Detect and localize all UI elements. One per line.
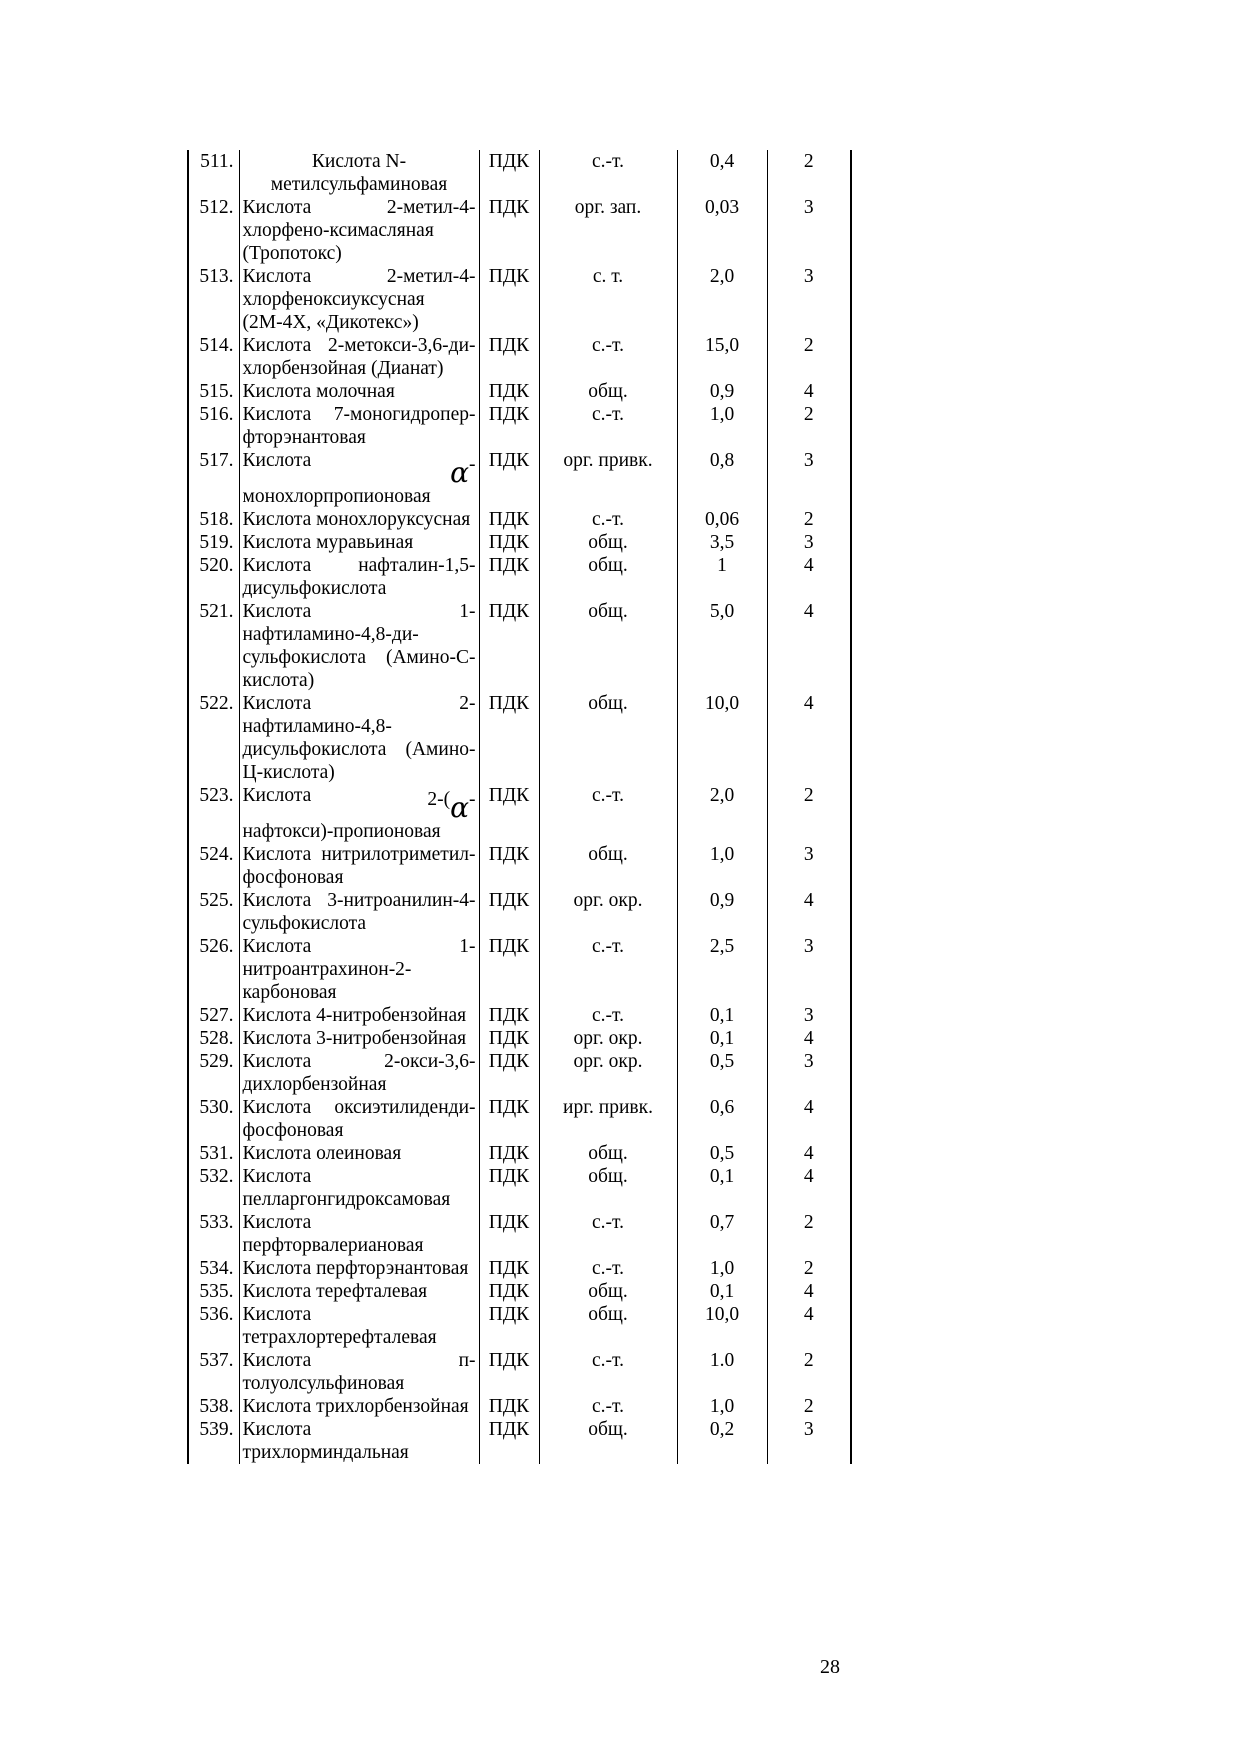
limit-value: 0,03 (677, 196, 767, 265)
limit-value: 10,0 (677, 692, 767, 784)
hazard-indicator: общ. (539, 531, 677, 554)
limit-value: 0,7 (677, 1211, 767, 1257)
hazard-class: 2 (767, 150, 851, 196)
substance-name: Кислота 2-метил-4-хлорфеноксиуксусная (2М-4Х, «Дикотекс») (239, 265, 479, 334)
substances-table (187, 150, 852, 1464)
hazard-indicator: орг. зап. (539, 196, 677, 265)
limit-value: 1.0 (677, 1349, 767, 1395)
table-row (188, 531, 851, 554)
limit-value: 0,8 (677, 449, 767, 508)
row-number: 520. (188, 554, 239, 600)
hazard-indicator: с.-т. (539, 1004, 677, 1027)
hazard-class: 4 (767, 889, 851, 935)
substance-name: Кислота 2-окси-3,6-дихлорбензойная (239, 1050, 479, 1096)
substance-name: Кислота терефталевая (239, 1280, 479, 1303)
limit-value: 1,0 (677, 1257, 767, 1280)
limit-type: ПДК (479, 554, 539, 600)
hazard-class: 3 (767, 843, 851, 889)
name-prefix: Кислота (242, 450, 312, 471)
limit-type: ПДК (479, 1027, 539, 1050)
substance-name: Кислота 2-нафтиламино-4,8-дисульфокислота (Амино-Ц-кислота) (239, 692, 479, 784)
row-number: 521. (188, 600, 239, 692)
hazard-indicator: орг. окр. (539, 889, 677, 935)
hazard-class: 3 (767, 1418, 851, 1464)
limit-type: ПДК (479, 1165, 539, 1211)
hazard-indicator: с. т. (539, 265, 677, 334)
hazard-class: 2 (767, 1211, 851, 1257)
table-row (188, 889, 851, 935)
table-row (188, 935, 851, 1004)
limit-value: 1,0 (677, 1395, 767, 1418)
alpha-symbol: α (450, 791, 469, 824)
hazard-class: 4 (767, 600, 851, 692)
hazard-indicator: с.-т. (539, 508, 677, 531)
limit-type: ПДК (479, 1142, 539, 1165)
substance-name: Кислота нафталин-1,5-дисульфокислота (239, 554, 479, 600)
substance-name: Кислота 3-нитроанилин-4-сульфокислота (239, 889, 479, 935)
hazard-class: 4 (767, 1142, 851, 1165)
limit-value: 10,0 (677, 1303, 767, 1349)
row-number: 529. (188, 1050, 239, 1096)
hazard-indicator: общ. (539, 1280, 677, 1303)
hazard-indicator: общ. (539, 600, 677, 692)
hazard-indicator: общ. (539, 1303, 677, 1349)
hazard-class: 4 (767, 1027, 851, 1050)
limit-value: 0,4 (677, 150, 767, 196)
row-number: 535. (188, 1280, 239, 1303)
substance-name: Кислота N-метилсульфаминовая (239, 150, 479, 196)
substance-name: Кислота тетрахлортерефталевая (239, 1303, 479, 1349)
hazard-indicator: с.-т. (539, 784, 677, 843)
limit-value: 0,2 (677, 1418, 767, 1464)
limit-type: ПДК (479, 1004, 539, 1027)
row-number: 539. (188, 1418, 239, 1464)
limit-value: 5,0 (677, 600, 767, 692)
substance-name (239, 784, 479, 843)
limit-type: ПДК (479, 403, 539, 449)
hazard-indicator: с.-т. (539, 935, 677, 1004)
limit-value: 0,1 (677, 1280, 767, 1303)
row-number: 527. (188, 1004, 239, 1027)
row-number: 511. (188, 150, 239, 196)
limit-value: 0,5 (677, 1142, 767, 1165)
limit-value: 0,9 (677, 889, 767, 935)
substance-name: Кислота оксиэтилиденди-фосфоновая (239, 1096, 479, 1142)
table-row (188, 334, 851, 380)
hazard-indicator: общ. (539, 692, 677, 784)
limit-type: ПДК (479, 508, 539, 531)
hazard-indicator: общ. (539, 380, 677, 403)
hazard-class: 3 (767, 1050, 851, 1096)
limit-type: ПДК (479, 1349, 539, 1395)
table-row (188, 784, 851, 843)
row-number: 512. (188, 196, 239, 265)
limit-value: 0,5 (677, 1050, 767, 1096)
row-number: 531. (188, 1142, 239, 1165)
limit-value: 1,0 (677, 403, 767, 449)
limit-type: ПДК (479, 380, 539, 403)
limit-value: 3,5 (677, 531, 767, 554)
hazard-indicator: общ. (539, 1165, 677, 1211)
substance-name: Кислота олеиновая (239, 1142, 479, 1165)
table-row (188, 1303, 851, 1349)
row-number: 519. (188, 531, 239, 554)
limit-value: 0,6 (677, 1096, 767, 1142)
row-number: 533. (188, 1211, 239, 1257)
hazard-indicator: с.-т. (539, 150, 677, 196)
substance-name: Кислота молочная (239, 380, 479, 403)
table-row (188, 1211, 851, 1257)
hazard-class: 2 (767, 1395, 851, 1418)
hazard-class: 4 (767, 554, 851, 600)
hazard-class: 3 (767, 1004, 851, 1027)
hazard-indicator: с.-т. (539, 334, 677, 380)
row-number: 528. (188, 1027, 239, 1050)
limit-type: ПДК (479, 843, 539, 889)
row-number: 536. (188, 1303, 239, 1349)
hazard-class: 3 (767, 935, 851, 1004)
limit-type: ПДК (479, 935, 539, 1004)
row-number: 525. (188, 889, 239, 935)
row-number: 526. (188, 935, 239, 1004)
hazard-class: 4 (767, 1096, 851, 1142)
limit-type: ПДК (479, 334, 539, 380)
name-dash: - (469, 789, 476, 810)
table-row (188, 449, 851, 508)
limit-type: ПДК (479, 1418, 539, 1464)
limit-type: ПДК (479, 1050, 539, 1096)
row-number: 522. (188, 692, 239, 784)
substance-name: Кислота 7-моногидропер-фторэнантовая (239, 403, 479, 449)
hazard-indicator: с.-т. (539, 1395, 677, 1418)
name-suffix: монохлорпропионовая (242, 486, 431, 507)
limit-value: 0,1 (677, 1004, 767, 1027)
table-row (188, 380, 851, 403)
substance-name (239, 449, 479, 508)
hazard-indicator: общ. (539, 1418, 677, 1464)
hazard-class: 2 (767, 403, 851, 449)
limit-type: ПДК (479, 1280, 539, 1303)
hazard-indicator: ирг. привк. (539, 1096, 677, 1142)
limit-value: 2,5 (677, 935, 767, 1004)
limit-type: ПДК (479, 196, 539, 265)
page-number: 28 (820, 1656, 840, 1678)
table-row (188, 508, 851, 531)
substance-name: Кислота 2-метил-4-хлорфено-ксимасляная (Тропотокс) (239, 196, 479, 265)
limit-value: 2,0 (677, 784, 767, 843)
name-prefix: Кислота (242, 785, 312, 806)
substance-name: Кислота 1-нитроантрахинон-2-карбоновая (239, 935, 479, 1004)
limit-value: 15,0 (677, 334, 767, 380)
substance-name: Кислота трихлорминдальная (239, 1418, 479, 1464)
hazard-indicator: орг. привк. (539, 449, 677, 508)
substance-name: Кислота муравьиная (239, 531, 479, 554)
limit-type: ПДК (479, 449, 539, 508)
row-number: 516. (188, 403, 239, 449)
table-row (188, 554, 851, 600)
hazard-indicator: орг. окр. (539, 1027, 677, 1050)
limit-value: 1,0 (677, 843, 767, 889)
name-dash: - (469, 454, 476, 475)
limit-type: ПДК (479, 1257, 539, 1280)
substance-name: Кислота трихлорбензойная (239, 1395, 479, 1418)
row-number: 514. (188, 334, 239, 380)
hazard-indicator: орг. окр. (539, 1050, 677, 1096)
table-row (188, 1280, 851, 1303)
hazard-class: 3 (767, 265, 851, 334)
name-open-paren: 2-( (427, 789, 451, 810)
hazard-class: 2 (767, 508, 851, 531)
name-suffix: нафтокси)-пропионовая (242, 821, 441, 842)
row-number: 537. (188, 1349, 239, 1395)
table-row (188, 1349, 851, 1395)
hazard-indicator: с.-т. (539, 403, 677, 449)
table-row (188, 692, 851, 784)
hazard-class: 2 (767, 334, 851, 380)
table-row (188, 265, 851, 334)
hazard-class: 4 (767, 380, 851, 403)
limit-type: ПДК (479, 1211, 539, 1257)
hazard-class: 2 (767, 1257, 851, 1280)
table-row (188, 1418, 851, 1464)
hazard-class: 2 (767, 1349, 851, 1395)
limit-value: 0,9 (677, 380, 767, 403)
hazard-indicator: с.-т. (539, 1349, 677, 1395)
substance-name: Кислота нитрилотриметил-фосфоновая (239, 843, 479, 889)
limit-type: ПДК (479, 265, 539, 334)
row-number: 538. (188, 1395, 239, 1418)
limit-value: 0,1 (677, 1165, 767, 1211)
substance-name: Кислота 2-метокси-3,6-ди-хлорбензойная (Дианат) (239, 334, 479, 380)
table-row (188, 1096, 851, 1142)
substance-name: Кислота 3-нитробензойная (239, 1027, 479, 1050)
table-row (188, 1142, 851, 1165)
table-row (188, 1050, 851, 1096)
limit-type: ПДК (479, 1395, 539, 1418)
limit-type: ПДК (479, 1303, 539, 1349)
row-number: 524. (188, 843, 239, 889)
limit-type: ПДК (479, 692, 539, 784)
table-row (188, 1257, 851, 1280)
hazard-class: 3 (767, 531, 851, 554)
row-number: 534. (188, 1257, 239, 1280)
row-number: 518. (188, 508, 239, 531)
hazard-class: 4 (767, 692, 851, 784)
row-number: 523. (188, 784, 239, 843)
row-number: 513. (188, 265, 239, 334)
hazard-indicator: с.-т. (539, 1257, 677, 1280)
limit-type: ПДК (479, 150, 539, 196)
table-row (188, 1004, 851, 1027)
alpha-symbol: α (450, 456, 469, 489)
limit-value: 0,1 (677, 1027, 767, 1050)
limit-type: ПДК (479, 531, 539, 554)
hazard-indicator: общ. (539, 554, 677, 600)
limit-value: 1 (677, 554, 767, 600)
substance-name: Кислота 1-нафтиламино-4,8-ди-сульфокислота (Амино-С-кислота) (239, 600, 479, 692)
table-row (188, 843, 851, 889)
hazard-class: 4 (767, 1303, 851, 1349)
limit-value: 0,06 (677, 508, 767, 531)
hazard-indicator: с.-т. (539, 1211, 677, 1257)
substance-name: Кислота пелларгонгидроксамовая (239, 1165, 479, 1211)
row-number: 530. (188, 1096, 239, 1142)
table-row (188, 1165, 851, 1211)
hazard-indicator: общ. (539, 1142, 677, 1165)
hazard-class: 2 (767, 784, 851, 843)
hazard-class: 3 (767, 196, 851, 265)
hazard-class: 3 (767, 449, 851, 508)
limit-type: ПДК (479, 1096, 539, 1142)
substance-name: Кислота 4-нитробензойная (239, 1004, 479, 1027)
limit-type: ПДК (479, 600, 539, 692)
table-row (188, 403, 851, 449)
limit-type: ПДК (479, 889, 539, 935)
hazard-class: 4 (767, 1165, 851, 1211)
row-number: 517. (188, 449, 239, 508)
row-number: 532. (188, 1165, 239, 1211)
hazard-class: 4 (767, 1280, 851, 1303)
limit-value: 2,0 (677, 265, 767, 334)
substance-name: Кислота монохлоруксусная (239, 508, 479, 531)
table-row (188, 196, 851, 265)
hazard-indicator: общ. (539, 843, 677, 889)
table-row (188, 600, 851, 692)
table-row (188, 1395, 851, 1418)
substance-name: Кислота п-толуолсульфиновая (239, 1349, 479, 1395)
table-row (188, 150, 851, 196)
row-number: 515. (188, 380, 239, 403)
limit-type: ПДК (479, 784, 539, 843)
table-row (188, 1027, 851, 1050)
substance-name: Кислота перфторэнантовая (239, 1257, 479, 1280)
substance-name: Кислота перфторвалериановая (239, 1211, 479, 1257)
